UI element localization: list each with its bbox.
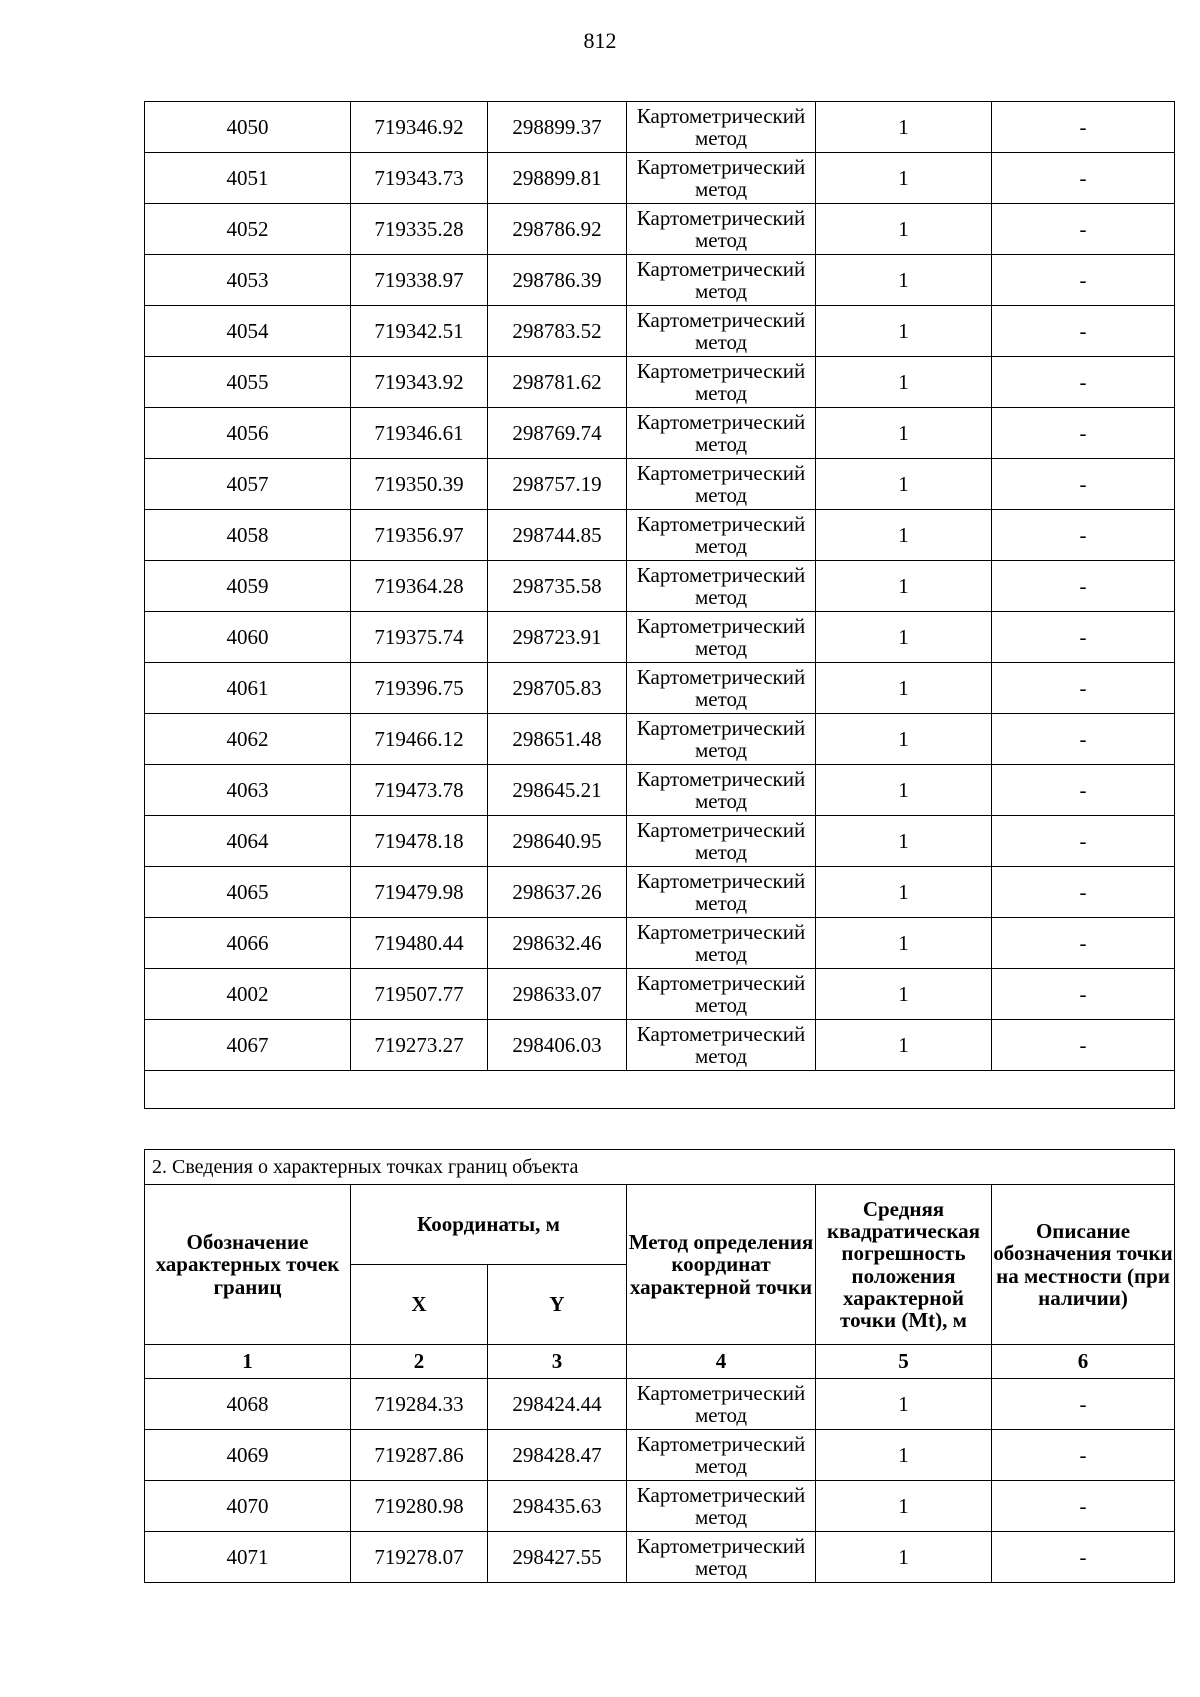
column-number: 3 [488,1345,627,1379]
table-row [145,918,1175,969]
point-id-cell: 4052 [145,204,351,255]
method-cell: Картометрический метод [627,714,816,765]
description-cell: - [992,459,1175,510]
boundary-points-table-body [145,1379,1175,1583]
point-id-cell: 4069 [145,1430,351,1481]
point-id-cell: 4063 [145,765,351,816]
description-cell: - [992,765,1175,816]
header-mean-error: Средняя квадратическая погрешность положения характерной точки (Mt), м [816,1185,992,1345]
x-coordinate-cell: 719396.75 [351,663,488,714]
table-row [145,969,1175,1020]
y-coordinate-cell: 298786.39 [488,255,627,306]
x-coordinate-cell: 719479.98 [351,867,488,918]
y-coordinate-cell: 298783.52 [488,306,627,357]
x-coordinate-cell: 719335.28 [351,204,488,255]
x-coordinate-cell: 719342.51 [351,306,488,357]
x-coordinate-cell: 719273.27 [351,1020,488,1071]
table-row [145,612,1175,663]
mean-error-cell: 1 [816,561,992,612]
y-coordinate-cell: 298637.26 [488,867,627,918]
point-id-cell: 4068 [145,1379,351,1430]
y-coordinate-cell: 298645.21 [488,765,627,816]
method-cell: Картометрический метод [627,1020,816,1071]
table-row [145,408,1175,459]
table-row [145,1430,1175,1481]
method-cell: Картометрический метод [627,918,816,969]
x-coordinate-cell: 719364.28 [351,561,488,612]
x-coordinate-cell: 719280.98 [351,1481,488,1532]
point-id-cell: 4061 [145,663,351,714]
x-coordinate-cell: 719356.97 [351,510,488,561]
header-x: X [351,1265,488,1345]
x-coordinate-cell: 719375.74 [351,612,488,663]
table-row [145,255,1175,306]
table-row [145,1379,1175,1430]
y-coordinate-cell: 298786.92 [488,204,627,255]
method-cell: Картометрический метод [627,153,816,204]
x-coordinate-cell: 719466.12 [351,714,488,765]
mean-error-cell: 1 [816,306,992,357]
point-id-cell: 4057 [145,459,351,510]
mean-error-cell: 1 [816,102,992,153]
mean-error-cell: 1 [816,204,992,255]
table-row [145,357,1175,408]
table-row [145,714,1175,765]
header-y: Y [488,1265,627,1345]
mean-error-cell: 1 [816,1379,992,1430]
description-cell: - [992,255,1175,306]
mean-error-cell: 1 [816,867,992,918]
description-cell: - [992,867,1175,918]
description-cell: - [992,714,1175,765]
y-coordinate-cell: 298633.07 [488,969,627,1020]
y-coordinate-cell: 298735.58 [488,561,627,612]
point-id-cell: 4064 [145,816,351,867]
description-cell: - [992,561,1175,612]
table-row [145,204,1175,255]
table-row [145,510,1175,561]
method-cell: Картометрический метод [627,663,816,714]
method-cell: Картометрический метод [627,459,816,510]
method-cell: Картометрический метод [627,1430,816,1481]
point-id-cell: 4055 [145,357,351,408]
mean-error-cell: 1 [816,663,992,714]
mean-error-cell: 1 [816,1532,992,1583]
y-coordinate-cell: 298769.74 [488,408,627,459]
empty-cell [145,1071,1175,1109]
description-cell: - [992,1430,1175,1481]
table-row [145,102,1175,153]
method-cell: Картометрический метод [627,1481,816,1532]
x-coordinate-cell: 719343.73 [351,153,488,204]
point-id-cell: 4065 [145,867,351,918]
coordinates-table-body [145,102,1175,1109]
y-coordinate-cell: 298757.19 [488,459,627,510]
column-number: 1 [145,1345,351,1379]
mean-error-cell: 1 [816,714,992,765]
mean-error-cell: 1 [816,510,992,561]
column-number: 2 [351,1345,488,1379]
mean-error-cell: 1 [816,153,992,204]
method-cell: Картометрический метод [627,1379,816,1430]
point-id-cell: 4053 [145,255,351,306]
description-cell: - [992,153,1175,204]
mean-error-cell: 1 [816,969,992,1020]
x-coordinate-cell: 719346.61 [351,408,488,459]
mean-error-cell: 1 [816,765,992,816]
method-cell: Картометрический метод [627,102,816,153]
method-cell: Картометрический метод [627,765,816,816]
point-id-cell: 4050 [145,102,351,153]
header-coordinates: Координаты, м [351,1185,627,1265]
point-id-cell: 4059 [145,561,351,612]
table-row [145,867,1175,918]
column-number: 6 [992,1345,1175,1379]
point-id-cell: 4067 [145,1020,351,1071]
mean-error-cell: 1 [816,612,992,663]
y-coordinate-cell: 298899.81 [488,153,627,204]
point-id-cell: 4071 [145,1532,351,1583]
method-cell: Картометрический метод [627,204,816,255]
x-coordinate-cell: 719278.07 [351,1532,488,1583]
method-cell: Картометрический метод [627,1532,816,1583]
mean-error-cell: 1 [816,1430,992,1481]
point-id-cell: 4054 [145,306,351,357]
method-cell: Картометрический метод [627,510,816,561]
mean-error-cell: 1 [816,408,992,459]
description-cell: - [992,612,1175,663]
table-row [145,663,1175,714]
column-number: 4 [627,1345,816,1379]
y-coordinate-cell: 298424.44 [488,1379,627,1430]
description-cell: - [992,1532,1175,1583]
description-cell: - [992,663,1175,714]
table-row [145,1481,1175,1532]
mean-error-cell: 1 [816,255,992,306]
description-cell: - [992,204,1175,255]
y-coordinate-cell: 298651.48 [488,714,627,765]
mean-error-cell: 1 [816,459,992,510]
x-coordinate-cell: 719343.92 [351,357,488,408]
y-coordinate-cell: 298723.91 [488,612,627,663]
method-cell: Картометрический метод [627,612,816,663]
method-cell: Картометрический метод [627,867,816,918]
mean-error-cell: 1 [816,918,992,969]
y-coordinate-cell: 298744.85 [488,510,627,561]
x-coordinate-cell: 719346.92 [351,102,488,153]
description-cell: - [992,918,1175,969]
x-coordinate-cell: 719473.78 [351,765,488,816]
x-coordinate-cell: 719284.33 [351,1379,488,1430]
point-id-cell: 4070 [145,1481,351,1532]
y-coordinate-cell: 298640.95 [488,816,627,867]
x-coordinate-cell: 719350.39 [351,459,488,510]
mean-error-cell: 1 [816,816,992,867]
table-row [145,459,1175,510]
y-coordinate-cell: 298428.47 [488,1430,627,1481]
y-coordinate-cell: 298781.62 [488,357,627,408]
description-cell: - [992,408,1175,459]
point-id-cell: 4062 [145,714,351,765]
method-cell: Картометрический метод [627,255,816,306]
point-id-cell: 4051 [145,153,351,204]
description-cell: - [992,102,1175,153]
y-coordinate-cell: 298435.63 [488,1481,627,1532]
table-row [145,1020,1175,1071]
description-cell: - [992,1481,1175,1532]
y-coordinate-cell: 298899.37 [488,102,627,153]
y-coordinate-cell: 298705.83 [488,663,627,714]
method-cell: Картометрический метод [627,561,816,612]
header-description: Описание обозначения точки на местности (при наличии) [992,1185,1175,1345]
mean-error-cell: 1 [816,357,992,408]
boundary-points-table [144,1149,1175,1583]
point-id-cell: 4002 [145,969,351,1020]
table-row [145,306,1175,357]
page-number: 812 [583,28,617,53]
table-caption: 2. Сведения о характерных точках границ объекта [145,1150,1175,1185]
header-point-designation: Обозначение характерных точек границ [145,1185,351,1345]
x-coordinate-cell: 719507.77 [351,969,488,1020]
x-coordinate-cell: 719478.18 [351,816,488,867]
x-coordinate-cell: 719338.97 [351,255,488,306]
description-cell: - [992,510,1175,561]
description-cell: - [992,357,1175,408]
method-cell: Картометрический метод [627,357,816,408]
header-method: Метод определения координат характерной точки [627,1185,816,1345]
method-cell: Картометрический метод [627,306,816,357]
description-cell: - [992,1379,1175,1430]
description-cell: - [992,306,1175,357]
table-row [145,765,1175,816]
x-coordinate-cell: 719480.44 [351,918,488,969]
method-cell: Картометрический метод [627,816,816,867]
y-coordinate-cell: 298406.03 [488,1020,627,1071]
description-cell: - [992,816,1175,867]
column-numbers-row [145,1345,1175,1379]
point-id-cell: 4056 [145,408,351,459]
point-id-cell: 4058 [145,510,351,561]
point-id-cell: 4060 [145,612,351,663]
empty-row [145,1071,1175,1109]
table-row [145,153,1175,204]
coordinates-table-continued [144,101,1175,1109]
y-coordinate-cell: 298632.46 [488,918,627,969]
description-cell: - [992,1020,1175,1071]
y-coordinate-cell: 298427.55 [488,1532,627,1583]
method-cell: Картометрический метод [627,969,816,1020]
table-row [145,561,1175,612]
method-cell: Картометрический метод [627,408,816,459]
point-id-cell: 4066 [145,918,351,969]
mean-error-cell: 1 [816,1020,992,1071]
table-row [145,816,1175,867]
description-cell: - [992,969,1175,1020]
mean-error-cell: 1 [816,1481,992,1532]
table-row [145,1532,1175,1583]
column-number: 5 [816,1345,992,1379]
x-coordinate-cell: 719287.86 [351,1430,488,1481]
